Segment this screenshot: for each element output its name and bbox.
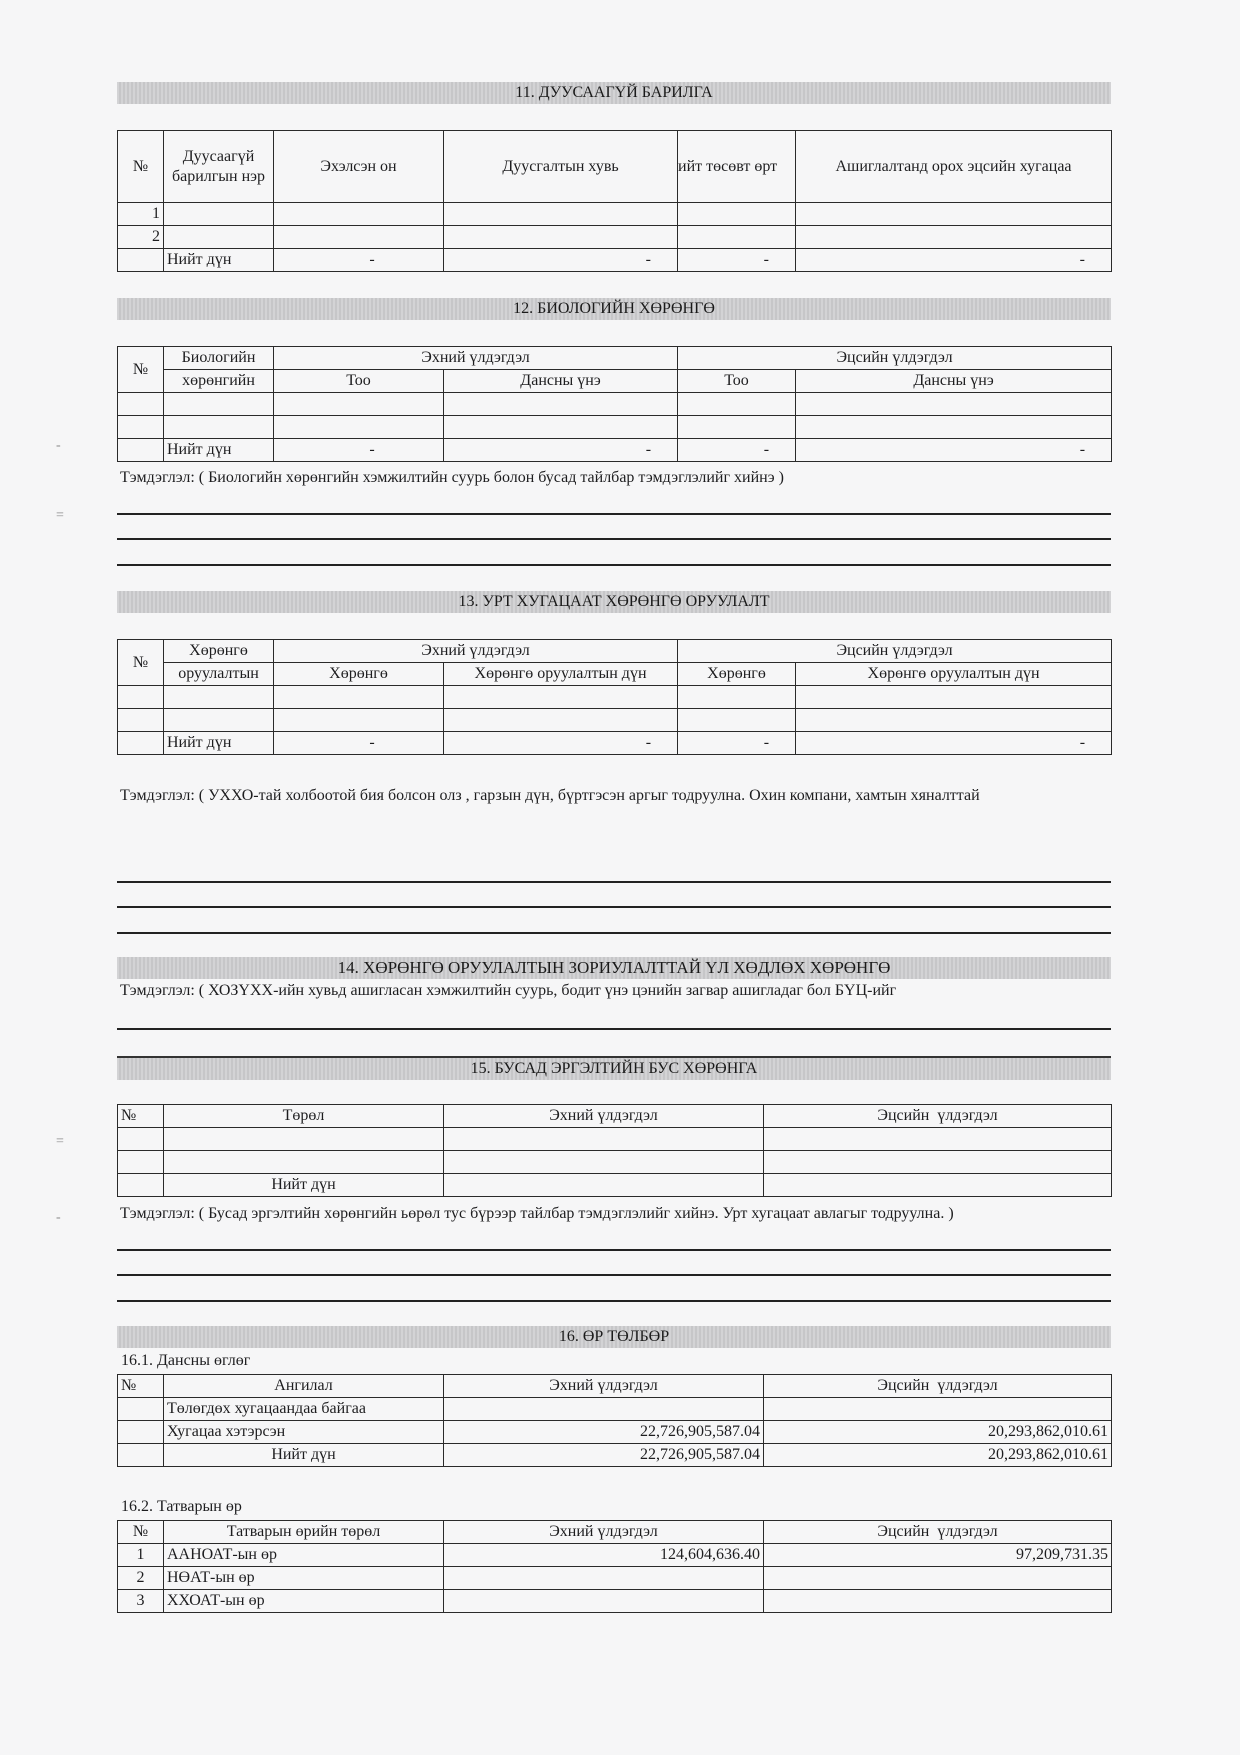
table-row — [118, 393, 1112, 416]
col-name-line1: Биологийн — [164, 347, 274, 370]
total-label: Нийт дүн — [164, 1174, 444, 1197]
col-commission-date: Ашиглалтанд орох эцсийн хугацаа — [796, 131, 1112, 203]
col-end-balance: Эцсийн үлдэгдэл — [678, 640, 1112, 663]
col-start-value: Дансны үнэ — [444, 370, 678, 393]
table-row: 1 — [118, 203, 1112, 226]
tax-payable-table — [117, 1520, 1112, 1613]
total-row: Нийт дүн - - - - — [118, 249, 1112, 272]
total-row — [118, 1444, 1112, 1467]
total-label: Нийт дүн — [164, 1444, 444, 1467]
table-row — [118, 709, 1112, 732]
margin-mark: = — [56, 508, 64, 523]
margin-mark: - — [56, 438, 61, 453]
note-line — [117, 538, 1111, 540]
total-row: Нийт дүн - - - - — [118, 732, 1112, 755]
note-line — [117, 932, 1111, 934]
biological-assets-table — [117, 346, 1112, 462]
col-start-asset: Хөрөнгө — [274, 663, 444, 686]
col-start-qty: Тоо — [274, 370, 444, 393]
section-15-title: 15. БУСАД ЭРГЭЛТИЙН БУС ХӨРӨНГА — [117, 1056, 1111, 1080]
col-category: Ангилал — [164, 1375, 444, 1398]
table-row — [118, 416, 1112, 439]
long-term-investment-table — [117, 639, 1112, 755]
total-row: Нийт дүн - - - - — [118, 439, 1112, 462]
col-name-line2: хөрөнгийн — [164, 370, 274, 393]
section-16-title: 16. ӨР ТӨЛБӨР — [117, 1326, 1111, 1348]
col-total-budget: ийт төсөвт өрт — [678, 131, 796, 203]
section-14-note: Тэмдэглэл: ( ХОЗҮХХ-ийн хувьд ашигласан хэмжилтийн суурь, бодит үнэ цэнийн загвар ашигладаг бол БҮЦ-ийг — [120, 982, 897, 999]
col-end-value: Дансны үнэ — [796, 370, 1112, 393]
margin-mark: - — [56, 1210, 61, 1225]
table-row: Төлөгдөх хугацаандаа байгаа — [118, 1398, 1112, 1421]
table-row: Хугацаа хэтэрсэн 22,726,905,587.04 20,293,862,010.61 — [118, 1421, 1112, 1444]
col-no: № — [118, 640, 164, 686]
total-start: 22,726,905,587.04 — [444, 1444, 764, 1467]
col-start-amount: Хөрөнгө оруулалтын дүн — [444, 663, 678, 686]
note-line — [117, 1300, 1111, 1302]
col-end-amount: Хөрөнгө оруулалтын дүн — [796, 663, 1112, 686]
table-row: 2 — [118, 226, 1112, 249]
subsection-16-2-title: 16.2. Татварын өр — [121, 1498, 242, 1515]
section-13-title: 13. УРТ ХУГАЦААТ ХӨРӨНГӨ ОРУУЛАЛТ — [117, 591, 1111, 613]
col-end-qty: Тоо — [678, 370, 796, 393]
col-construction-name: Дуусаагүй барилгын нэр — [164, 131, 274, 203]
col-end-balance: Эцсийн үлдэгдэл — [764, 1521, 1112, 1544]
note-line — [117, 564, 1111, 566]
section-13-note: Тэмдэглэл: ( УХХО-тай холбоотой бия болсон олз , гарзын дүн, бүртгэсэн аргыг тодруулна. Охин компани, хамтын хяналттай — [120, 787, 980, 804]
table-row: 3 ХХОАТ-ын өр — [118, 1590, 1112, 1613]
col-end-balance: Эцсийн үлдэгдэл — [678, 347, 1112, 370]
col-end-asset: Хөрөнгө — [678, 663, 796, 686]
note-line — [117, 513, 1111, 515]
other-noncurrent-assets-table — [117, 1104, 1112, 1197]
section-14-title: 14. ХӨРӨНГӨ ОРУУЛАЛТЫН ЗОРИУЛАЛТТАЙ ҮЛ ХӨДЛӨХ ХӨРӨНГӨ — [117, 957, 1111, 979]
margin-mark: = — [56, 1134, 64, 1149]
table-row — [118, 1128, 1112, 1151]
col-type: Төрөл — [164, 1105, 444, 1128]
col-end-balance: Эцсийн үлдэгдэл — [764, 1375, 1112, 1398]
table-row — [118, 1151, 1112, 1174]
col-start-year: Эхэлсэн он — [274, 131, 444, 203]
unfinished-construction-table — [117, 130, 1112, 272]
total-label: Нийт дүн — [164, 732, 274, 755]
section-15-note: Тэмдэглэл: ( Бусад эргэлтийн хөрөнгийн ьөрөл тус бүрээр тайлбар тэмдэглэлийг хийнэ. Урт хугацаат авлагыг тодруулна. ) — [120, 1205, 954, 1222]
col-no: № — [118, 1105, 164, 1128]
section-12-note: Тэмдэглэл: ( Биологийн хөрөнгийн хэмжилтийн суурь болон бусад тайлбар тэмдэглэлийг хийнэ ) — [120, 469, 784, 486]
table-row — [118, 686, 1112, 709]
table-row: 1 ААНОАТ-ын өр 124,604,636.40 97,209,731.35 — [118, 1544, 1112, 1567]
col-name-line1: Хөрөнгө — [164, 640, 274, 663]
col-no: № — [118, 1375, 164, 1398]
col-start-balance: Эхний үлдэгдэл — [444, 1521, 764, 1544]
note-line — [117, 906, 1111, 908]
col-no: № — [118, 347, 164, 393]
col-start-balance: Эхний үлдэгдэл — [444, 1105, 764, 1128]
note-line — [117, 1249, 1111, 1251]
subsection-16-1-title: 16.1. Дансны өглөг — [121, 1352, 251, 1369]
note-line — [117, 1274, 1111, 1276]
col-start-balance: Эхний үлдэгдэл — [274, 347, 678, 370]
col-completion-percent: Дуусгалтын хувь — [444, 131, 678, 203]
col-no: № — [118, 1521, 164, 1544]
note-line — [117, 881, 1111, 883]
col-start-balance: Эхний үлдэгдэл — [274, 640, 678, 663]
col-name-line2: оруулалтын — [164, 663, 274, 686]
note-line — [117, 1028, 1111, 1030]
accounts-payable-table — [117, 1374, 1112, 1467]
col-tax-type: Татварын өрийн төрөл — [164, 1521, 444, 1544]
table-row: 2 НӨАТ-ын өр — [118, 1567, 1112, 1590]
total-label: Нийт дүн — [164, 249, 274, 272]
col-no: № — [118, 131, 164, 203]
col-end-balance: Эцсийн үлдэгдэл — [764, 1105, 1112, 1128]
total-label: Нийт дүн — [164, 439, 274, 462]
total-row — [118, 1174, 1112, 1197]
col-start-balance: Эхний үлдэгдэл — [444, 1375, 764, 1398]
total-end: 20,293,862,010.61 — [764, 1444, 1112, 1467]
section-12-title: 12. БИОЛОГИЙН ХӨРӨНГӨ — [117, 298, 1111, 320]
section-11-title: 11. ДУУСААГҮЙ БАРИЛГА — [117, 82, 1111, 104]
